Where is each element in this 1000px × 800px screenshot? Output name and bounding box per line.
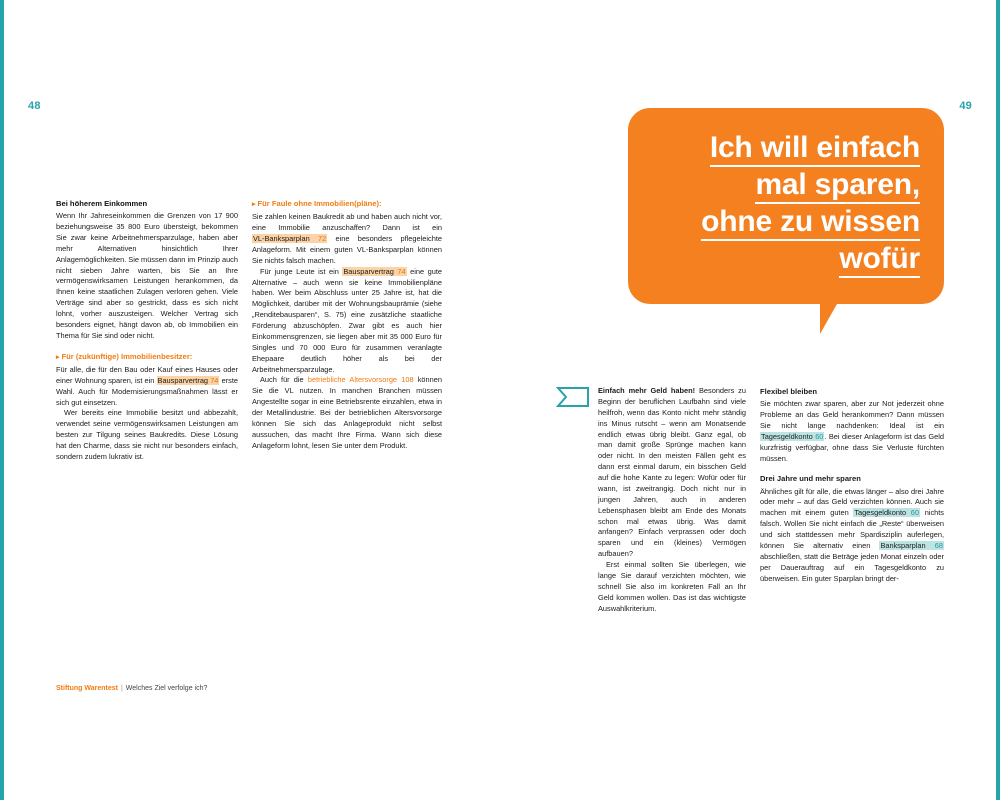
cross-reference-bausparvertrag xyxy=(157,376,220,385)
paragraph xyxy=(252,267,442,376)
cross-reference-betriebliche-altersvorsorge[interactable]: betriebliche Altersvorsorge xyxy=(307,375,398,385)
text-run: . Bei dieser Anlageform ist das Geld kurzfristig verfügbar, ohne dass Sie Verluste fürchten müssen. xyxy=(760,431,944,463)
reference-page: 60 xyxy=(815,431,824,441)
right-column-1 xyxy=(598,386,746,614)
cross-reference-tagesgeldkonto xyxy=(760,432,824,441)
reference-page: 74 xyxy=(397,266,406,276)
footer-running-title: Welches Ziel verfolge ich? xyxy=(125,685,208,692)
heading-bei-hoeherem-einkommen: Bei höherem Einkommen xyxy=(56,199,148,208)
paragraph: Wenn Ihr Jahreseinkommen die Grenzen von 17 900 beziehungsweise 35 800 Euro übersteigt, bekommen Sie zwar keine Arbeitnehmersparzulage, haben aber mehr Alternativen hinsichtlich Ihrer Anlagemöglichkeiten. Sie müssen dann im Prinzip auch nicht sieben Jahre warten, bis Sie an Ihre vermögenswirksamen Leistungen herankommen, da Ihnen keine staatlichen Zulagen verloren gehen. Viele Verträge sind aber so gestrickt, dass es sich nicht lohnt, vorher auszusteigen. Welcher Vertrag sich besonders eignet, hängt davon ab, ob Immobilien ein Thema für Sie sind oder nicht. xyxy=(56,211,238,340)
callout-arrow-icon xyxy=(556,386,590,408)
text-run: Für alle, die für den Bau oder Kauf eines Hauses oder einer Wohnung sparen, ist ein xyxy=(56,364,238,385)
heading-text: Für (zukünftige) Immobilienbesitzer: xyxy=(61,351,193,361)
cross-reference-bausparvertrag-2 xyxy=(342,267,406,276)
paragraph: Erst einmal sollten Sie überlegen, wie lange Sie darauf verzichten möchten, wie schnell Sie also im konkreten Fall an Ihr Geld kommen wollen. Das ist das wichtigste Auswahlkriterium. xyxy=(598,560,746,613)
reference-page: 74 xyxy=(210,375,219,385)
paragraph-lead xyxy=(598,386,746,560)
title-line-2: mal sparen, xyxy=(755,168,920,204)
paragraph xyxy=(760,399,944,464)
page-title xyxy=(652,130,920,278)
bullet-arrow-icon: ▸ xyxy=(252,201,256,208)
heading-drei-jahre-und-mehr-sparen: Drei Jahre und mehr sparen xyxy=(760,474,861,484)
reference-page: 108 xyxy=(401,375,414,385)
footer-brand: Stiftung Warentest xyxy=(56,685,118,692)
page-footer xyxy=(56,685,207,692)
text-run: abschließen, statt die Beträge jeden Monat einzeln oder per Dauerauftrag auf ein Tagesgeldkonto zu überweisen. Ein guter Sparplan bringt der- xyxy=(760,551,944,583)
headline-speech-bubble xyxy=(628,108,944,304)
cross-reference-banksparplan xyxy=(879,541,944,550)
text-run: nichts falsch. Wollen Sie nicht einfach die „Reste“ überweisen und sich stattdessen mehr Spardisziplin auferlegen, können Sie alternativ einen xyxy=(760,508,944,550)
text-run: Für junge Leute ist ein xyxy=(260,266,339,276)
paragraph xyxy=(252,375,442,451)
title-line-4: wofür xyxy=(839,242,920,278)
right-column-2 xyxy=(760,386,944,584)
left-column-2 xyxy=(252,198,442,452)
page-number-right: 49 xyxy=(959,100,972,112)
speech-bubble-tail xyxy=(820,288,846,334)
reference-label: Bausparvertrag xyxy=(157,375,209,385)
text-run: erste Wahl. Auch für Modernisierungsmaßnahmen lässt er sich gut einsetzen. xyxy=(56,375,238,407)
reference-label: Tagesgeldkonto xyxy=(761,431,813,441)
title-line-3: ohne zu wissen xyxy=(701,205,920,241)
left-column-1 xyxy=(56,198,238,463)
text-run: eine besonders pflegeleichte Anlageform. Mit einem guten VL-Banksparplan können Sie nichts falsch machen. xyxy=(252,234,442,265)
footer-separator: | xyxy=(120,685,123,692)
heading-text: Für Faule ohne Immobilien(pläne): xyxy=(257,199,382,208)
reference-label: Banksparplan xyxy=(880,540,926,550)
page-number-left: 48 xyxy=(28,100,41,112)
lead-in-text: Einfach mehr Geld haben! xyxy=(598,386,696,395)
text-run: Besonders zu Beginn der beruflichen Laufbahn sind viele heilfroh, wenn das Konto nicht mehr ständig ins Minus rutscht – wenn am Monatsende endlich etwas übrig bleibt. Ganz egal, ob man damit große Sprünge machen kann oder nicht. In den meisten Fällen geht es dann erst einmal darum, ein bisschen Geld auf die hohe Kante zu legen: Wofür oder für wann, ist zweitrangig. Doch nicht nur in jungen Jahren, auch in anderen Lebensphasen bleibt am Ende des Monats schon mal etwas übrig. Was damit anfangen? Einfach verprassen oder doch sparen und ein (kleines) Vermögen aufbauen? xyxy=(598,386,746,559)
heading-flexibel-bleiben: Flexibel bleiben xyxy=(760,387,817,396)
cross-reference-tagesgeldkonto-2 xyxy=(853,508,920,517)
paragraph xyxy=(56,365,238,409)
text-run: Sie möchten zwar sparen, aber zur Not jederzeit ohne Probleme an das Geld herankommen? Dann müssen Sie nicht lange nachdenken: Ideal ist ein xyxy=(760,399,944,430)
heading-fuer-zukuenftige-immobilienbesitzer xyxy=(56,351,238,363)
bullet-arrow-icon: ▸ xyxy=(56,353,60,361)
reference-page: 60 xyxy=(910,508,920,518)
reference-page: 68 xyxy=(934,540,943,550)
reference-label: VL-Banksparplan xyxy=(253,234,310,244)
paragraph xyxy=(760,487,944,585)
paragraph xyxy=(252,212,442,266)
text-run: Auch für die xyxy=(260,375,304,385)
reference-page: 72 xyxy=(317,234,327,244)
reference-label: Bausparvertrag xyxy=(343,266,394,276)
reference-label: Tagesgeldkonto xyxy=(854,508,907,518)
paragraph: Wer bereits eine Immobilie besitzt und abbezahlt, verwendet seine vermögenswirksamen Leistungen am besten zur Tilgung seines Baukredits. Diese Lösung hat den Charme, dass sie nicht nur besonders einfach, sondern zudem lukrativ ist. xyxy=(56,408,238,461)
text-run: eine gute Alternative – auch wenn sie keine Immobilienpläne haben. Wer beim Abschluss unter 25 Jahre ist, hat die Möglichkeit, darüber mit der Wohnungsbauprämie (siehe „Renditebausparen“, S. 75) eine zusätzliche staatliche Förderung abzuschöpfen. Zwar gibt es auch hier Einkommensgrenzen, sie liegen aber mit 35 000 Euro für Singles und 70 000 Euro für zusammen veranlagte Ehepaare deutlich höher als bei der Arbeitnehmersparzulage. xyxy=(252,266,442,374)
heading-fuer-faule-ohne-immobilien xyxy=(252,198,442,210)
text-run: Sie zahlen keinen Baukredit ab und haben auch nicht vor, eine Immobilie anzuschaffen? Dann ist ein xyxy=(252,212,442,233)
title-line-1: Ich will einfach xyxy=(710,131,920,167)
text-run: Ähnliches gilt für alle, die etwas länger – also drei Jahre oder mehr – auf das Geld verzichten können. Auch sie machen mit einem guten xyxy=(760,486,944,518)
text-run: können Sie die VL nutzen. In manchen Branchen müssen Angestellte sogar in eine Betriebsrente einzahlen, etwa in der Metallindustrie. Bei der betrieblichen Altersvorsorge können Sie sich das Anlageprodukt nicht selbst aussuchen, das macht Ihre Firma. Wann sich diese Anlageform lohnt, lesen Sie unter dem Produkt. xyxy=(252,375,442,450)
cross-reference-vl-banksparplan xyxy=(252,234,327,243)
